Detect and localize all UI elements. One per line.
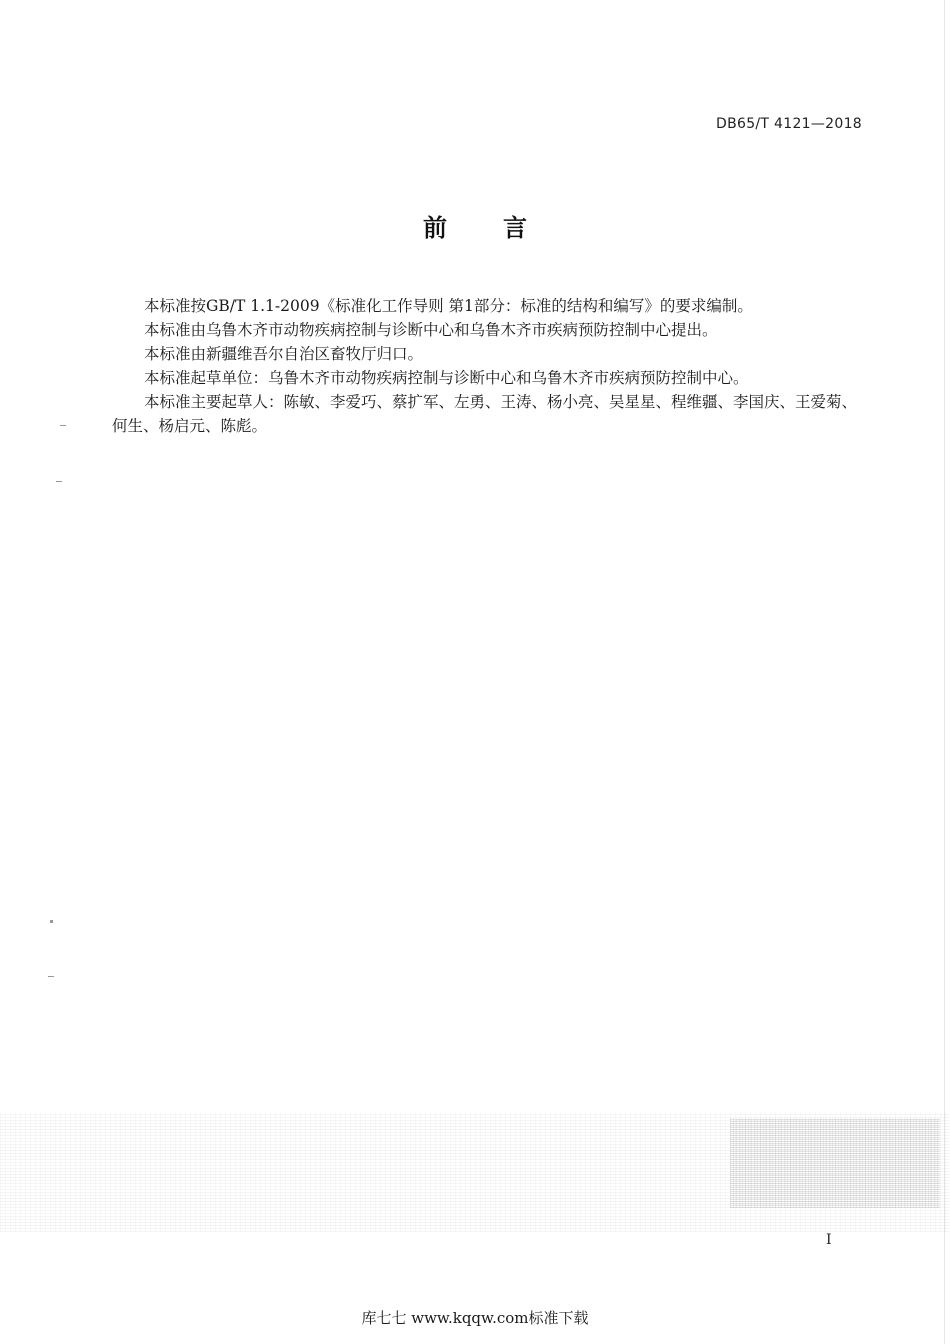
paragraph-2: 本标准由乌鲁木齐市动物疾病控制与诊断中心和乌鲁木齐市疾病预防控制中心提出。: [144, 321, 718, 339]
scan-speck: [60, 425, 66, 426]
scan-speck: [56, 481, 62, 482]
scan-noise-patch: [730, 1118, 940, 1208]
paragraph-5: 本标准主要起草人：陈敏、李爱巧、蔡扩军、左勇、王涛、杨小亮、吴星星、程维疆、李国庆、王爱菊、何生、杨启元、陈彪。: [112, 393, 858, 435]
paragraph-3: 本标准由新疆维吾尔自治区畜牧厅归口。: [144, 345, 424, 363]
document-code: DB65/T 4121—2018: [716, 116, 862, 132]
page-title: 前言: [423, 214, 583, 242]
foreword-body: [112, 294, 862, 438]
page-number: I: [826, 1232, 832, 1248]
footer-source-text: 库七七 www.kqqw.com标准下载: [361, 1309, 589, 1327]
scan-speck: [48, 976, 54, 977]
paragraph-1: 本标准按GB/T 1.1-2009《标准化工作导则 第1部分：标准的结构和编写》的要求编制。: [144, 297, 753, 315]
scan-speck: [50, 920, 53, 923]
paragraph-4: 本标准起草单位：乌鲁木齐市动物疾病控制与诊断中心和乌鲁木齐市疾病预防控制中心。: [144, 369, 749, 387]
